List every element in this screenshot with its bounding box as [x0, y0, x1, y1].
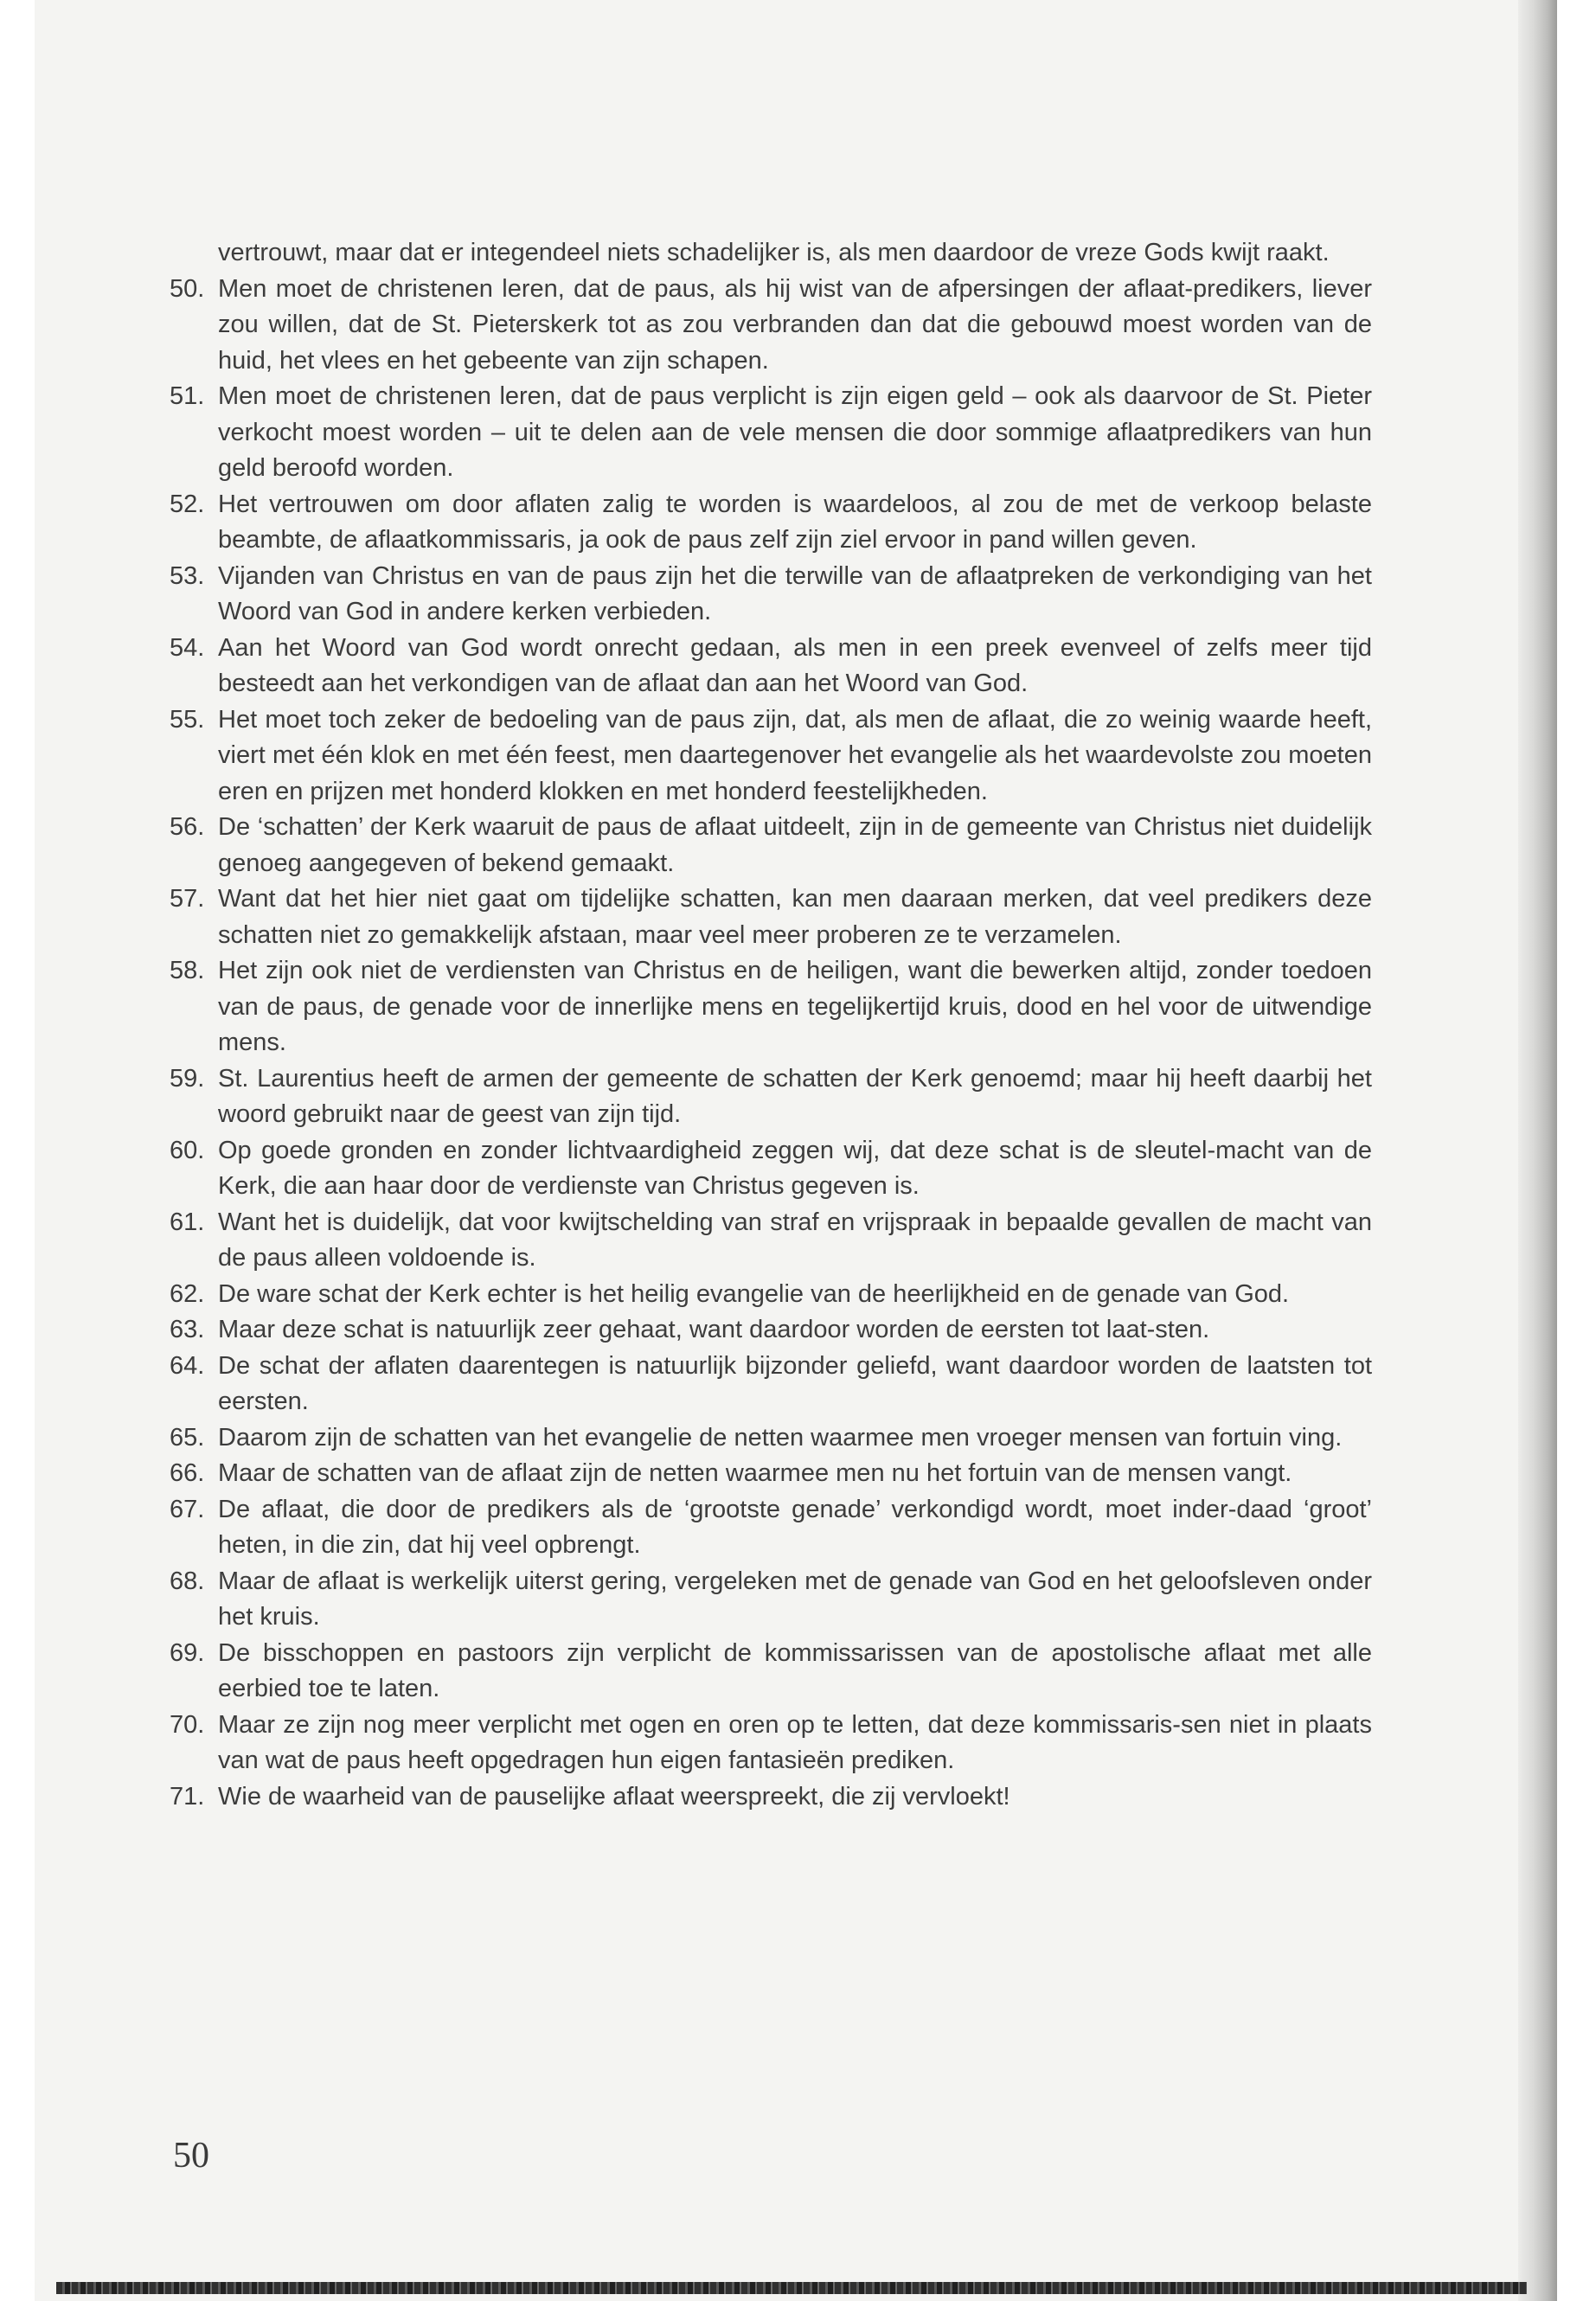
- thesis-text: De ware schat der Kerk echter is het heilig evangelie van de heerlijkheid en de genade van God.: [218, 1279, 1290, 1308]
- thesis-item: [170, 559, 1372, 631]
- thesis-number: 71.: [170, 1782, 205, 1811]
- thesis-item: [170, 272, 1372, 380]
- thesis-item: [170, 1456, 1372, 1492]
- thesis-number: 56.: [170, 813, 205, 841]
- thesis-text: Maar deze schat is natuurlijk zeer gehaat, want daardoor worden de eersten tot laat-sten.: [218, 1316, 1210, 1343]
- thesis-text: St. Laurentius heeft de armen der gemeente de schatten der Kerk genoemd; maar hij heeft daarbij het woord gebruikt naar de geest van zijn tijd.: [218, 1064, 1372, 1128]
- thesis-item: [170, 1564, 1372, 1636]
- thesis-item: [170, 810, 1372, 881]
- thesis-number: 55.: [170, 705, 205, 734]
- thesis-item: [170, 487, 1372, 559]
- thesis-text: Het zijn ook niet de verdiensten van Christus en de heiligen, want die bewerken altijd, zonder toedoen van de paus, de genade voor de innerlijke mens en tegelijkertijd kruis, dood en hel voor de uitwendige mens.: [218, 957, 1372, 1056]
- thesis-item: [170, 702, 1372, 811]
- thesis-number: 65.: [170, 1423, 205, 1452]
- thesis-item: [170, 1349, 1372, 1420]
- scan-left-margin: [0, 0, 35, 2301]
- thesis-text: Men moet de christenen leren, dat de paus verplicht is zijn eigen geld – ook als daarvoor de St. Pieter verkocht moest worden – uit te delen aan de vele mensen die door sommige aflaatpredikers van hun geld beroofd worden.: [218, 382, 1372, 482]
- thesis-item: [170, 1277, 1372, 1313]
- thesis-text: Want het is duidelijk, dat voor kwijtschelding van straf en vrijspraak in bepaalde gevallen de macht van de paus alleen voldoende is.: [218, 1208, 1372, 1272]
- thesis-number: 51.: [170, 382, 205, 410]
- thesis-text: Men moet de christenen leren, dat de paus, als hij wist van de afpersingen der aflaat-predikers, liever zou willen, dat de St. Pieterskerk tot as zou verbranden dan dat die gebouwd moest worden van de huid, het vlees en het gebeente van zijn schapen.: [218, 274, 1372, 375]
- thesis-number: 61.: [170, 1208, 205, 1236]
- thesis-text: De ‘schatten’ der Kerk waaruit de paus de aflaat uitdeelt, zijn in de gemeente van Christus niet duidelijk genoeg aangegeven of bekend gemaakt.: [218, 813, 1372, 877]
- thesis-text: Want dat het hier niet gaat om tijdelijke schatten, kan men daaraan merken, dat veel predikers deze schatten niet zo gemakkelijk afstaan, maar veel meer proberen ze te verzamelen.: [218, 885, 1372, 949]
- thesis-number: 58.: [170, 957, 205, 984]
- thesis-text: De bisschoppen en pastoors zijn verplicht de kommissarissen van de apostolische aflaat met alle eerbied toe te laten.: [218, 1638, 1372, 1702]
- thesis-number: 57.: [170, 885, 205, 913]
- thesis-item: [170, 1636, 1372, 1708]
- thesis-number: 60.: [170, 1136, 205, 1164]
- thesis-number: 69.: [170, 1638, 205, 1667]
- thesis-item: [170, 953, 1372, 1061]
- thesis-text: Daarom zijn de schatten van het evangelie de netten waarmee men vroeger mensen van fortuin ving.: [218, 1423, 1343, 1452]
- thesis-item: [170, 1492, 1372, 1564]
- thesis-number: 67.: [170, 1495, 205, 1523]
- thesis-text: De aflaat, die door de predikers als de ‘grootste genade’ verkondigd wordt, moet inder-daad ‘groot’ heten, in die zin, dat hij veel opbrengt.: [218, 1495, 1372, 1559]
- thesis-number: 68.: [170, 1567, 205, 1595]
- thesis-text: Aan het Woord van God wordt onrecht gedaan, als men in een preek evenveel of zelfs meer tijd besteedt aan het verkondigen van de aflaat dan aan het Woord van God.: [218, 633, 1372, 697]
- thesis-item: [170, 1133, 1372, 1205]
- thesis-number: 59.: [170, 1064, 205, 1093]
- thesis-text: Vijanden van Christus en van de paus zijn het die terwille van de aflaatpreken de verkondiging van het Woord van God in andere kerken verbieden.: [218, 561, 1372, 625]
- theses-text-block: [170, 235, 1372, 1815]
- thesis-number: 52.: [170, 490, 205, 518]
- thesis-text: Maar de schatten van de aflaat zijn de netten waarmee men nu het fortuin van de mensen vangt.: [218, 1459, 1292, 1487]
- page-number: 50: [173, 2136, 209, 2176]
- thesis-text: Maar de aflaat is werkelijk uiterst gering, vergeleken met de genade van God en het geloofsleven onder het kruis.: [218, 1567, 1372, 1631]
- thesis-item: [170, 881, 1372, 953]
- thesis-item: [170, 1420, 1372, 1457]
- thesis-text: Wie de waarheid van de pauselijke aflaat weerspreekt, die zij vervloekt!: [218, 1782, 1010, 1811]
- thesis-number: 66.: [170, 1459, 205, 1487]
- continuation-text: vertrouwt, maar dat er integendeel niets schadelijker is, als men daardoor de vreze Gods kwijt raakt.: [218, 239, 1330, 266]
- thesis-text: Maar ze zijn nog meer verplicht met ogen en oren op te letten, dat deze kommissaris-sen niet in plaats van wat de paus heeft opgedragen hun eigen fantasieën prediken.: [218, 1710, 1372, 1774]
- thesis-number: 50.: [170, 274, 205, 303]
- theses-list: [170, 272, 1372, 1816]
- scan-bottom-edge: [56, 2282, 1527, 2294]
- thesis-number: 62.: [170, 1279, 205, 1308]
- thesis-text: Op goede gronden en zonder lichtvaardigheid zeggen wij, dat deze schat is de sleutel-macht van de Kerk, die aan haar door de verdienste van Christus gegeven is.: [218, 1136, 1372, 1200]
- thesis-text: Het moet toch zeker de bedoeling van de paus zijn, dat, als men de aflaat, die zo weinig waarde heeft, viert met één klok en met één feest, men daartegenover het evangelie als het waardevolste zou moeten eren en prijzen met honderd klokken en met honderd feestelijkheden.: [218, 705, 1372, 805]
- thesis-text: De schat der aflaten daarentegen is natuurlijk bijzonder geliefd, want daardoor worden de laatsten tot eersten.: [218, 1351, 1372, 1415]
- thesis-item: [170, 1779, 1372, 1816]
- thesis-number: 70.: [170, 1710, 205, 1739]
- thesis-item: [170, 1312, 1372, 1349]
- thesis-number: 54.: [170, 633, 205, 662]
- page-edge-shadow: [1518, 0, 1557, 2301]
- thesis-number: 53.: [170, 561, 205, 590]
- thesis-text: Het vertrouwen om door aflaten zalig te worden is waardeloos, al zou de met de verkoop belaste beambte, de aflaatkommissaris, ja ook de paus zelf zijn ziel ervoor in pand willen geven.: [218, 490, 1372, 554]
- continuation-paragraph: [170, 235, 1372, 272]
- thesis-item: [170, 1708, 1372, 1779]
- scan-right-margin: [1557, 0, 1596, 2301]
- thesis-item: [170, 1061, 1372, 1133]
- thesis-item: [170, 1205, 1372, 1277]
- thesis-number: 64.: [170, 1351, 205, 1380]
- thesis-item: [170, 379, 1372, 487]
- thesis-item: [170, 631, 1372, 702]
- thesis-number: 63.: [170, 1316, 205, 1343]
